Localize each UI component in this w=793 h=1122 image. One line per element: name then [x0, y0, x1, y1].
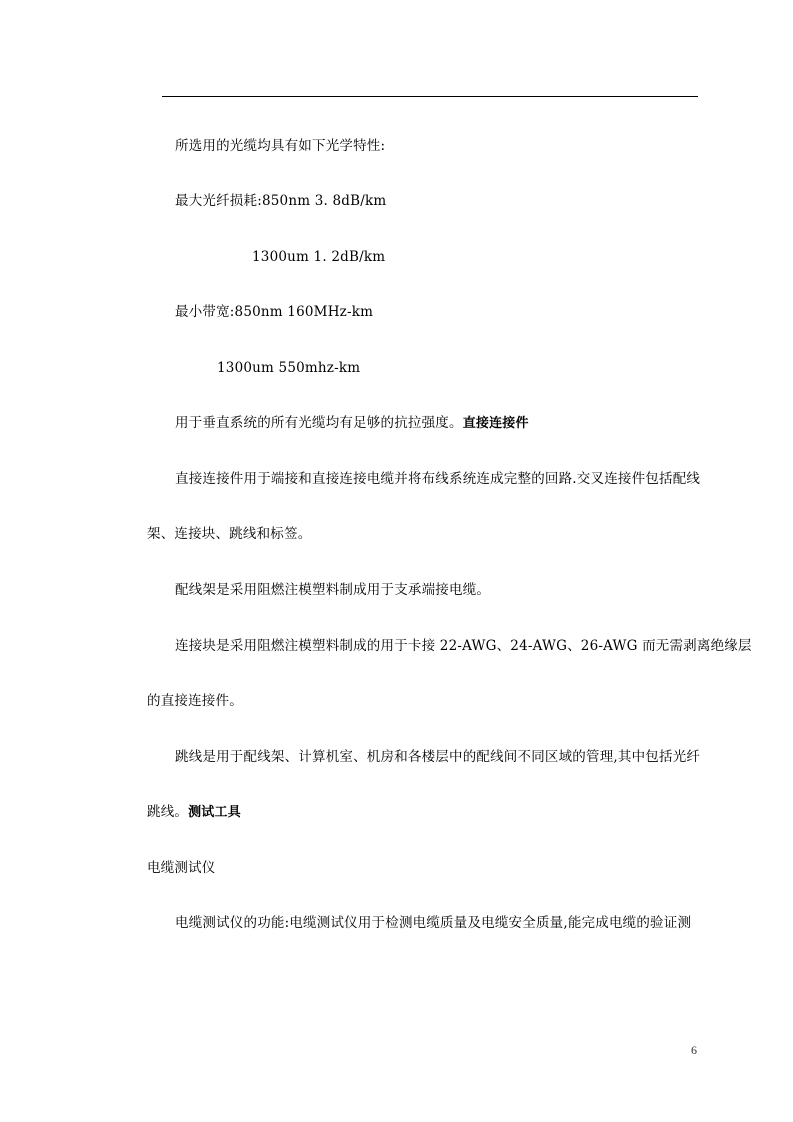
- section-heading-direct-connectors: 直接连接件: [462, 416, 529, 431]
- paragraph-optical-characteristics-intro: 所选用的光缆均具有如下光学特性:: [175, 138, 386, 154]
- paragraph-max-loss: 最大光纤损耗:850nm 3. 8dB/km: [175, 193, 387, 209]
- paragraph-jumpers-cont: [147, 803, 241, 822]
- section-heading-test-tools: 测试工具: [188, 805, 241, 820]
- subheading-cable-tester: 电缆测试仪: [147, 860, 216, 876]
- paragraph-direct-connectors-cont: 架、连接块、跳线和标签。: [147, 526, 312, 542]
- paragraph-cable-tester-function: 电缆测试仪的功能:电缆测试仪用于检测电缆质量及电缆安全质量,能完成电缆的验证测: [175, 915, 692, 931]
- page-number: 6: [691, 1043, 697, 1057]
- paragraph-jumpers: 跳线是用于配线架、计算机室、机房和各楼层中的配线间不同区域的管理,其中包括光纤: [175, 749, 701, 765]
- paragraph-connecting-block-cont: 的直接连接件。: [147, 693, 243, 709]
- paragraph-max-loss-1300: 1300um 1. 2dB/km: [252, 249, 386, 265]
- paragraph-min-bandwidth-1300: 1300um 550mhz-km: [217, 360, 361, 376]
- header-rule: [162, 96, 698, 97]
- paragraph-connecting-block: 连接块是采用阻燃注模塑料制成的用于卡接 22-AWG、24-AWG、26-AWG 而无需剥离绝缘层: [175, 638, 752, 654]
- paragraph-text: 用于垂直系统的所有光缆均有足够的抗拉强度。: [175, 415, 463, 431]
- paragraph-min-bandwidth: 最小带宽:850nm 160MHz-km: [175, 304, 374, 320]
- paragraph-tensile-strength: [175, 414, 529, 433]
- paragraph-text: 跳线。: [147, 804, 189, 820]
- paragraph-patch-panel: 配线架是采用阻燃注模塑料制成用于支承端接电缆。: [175, 582, 491, 598]
- paragraph-direct-connectors: 直接连接件用于端接和直接连接电缆并将布线系统连成完整的回路.交叉连接件包括配线: [175, 471, 701, 487]
